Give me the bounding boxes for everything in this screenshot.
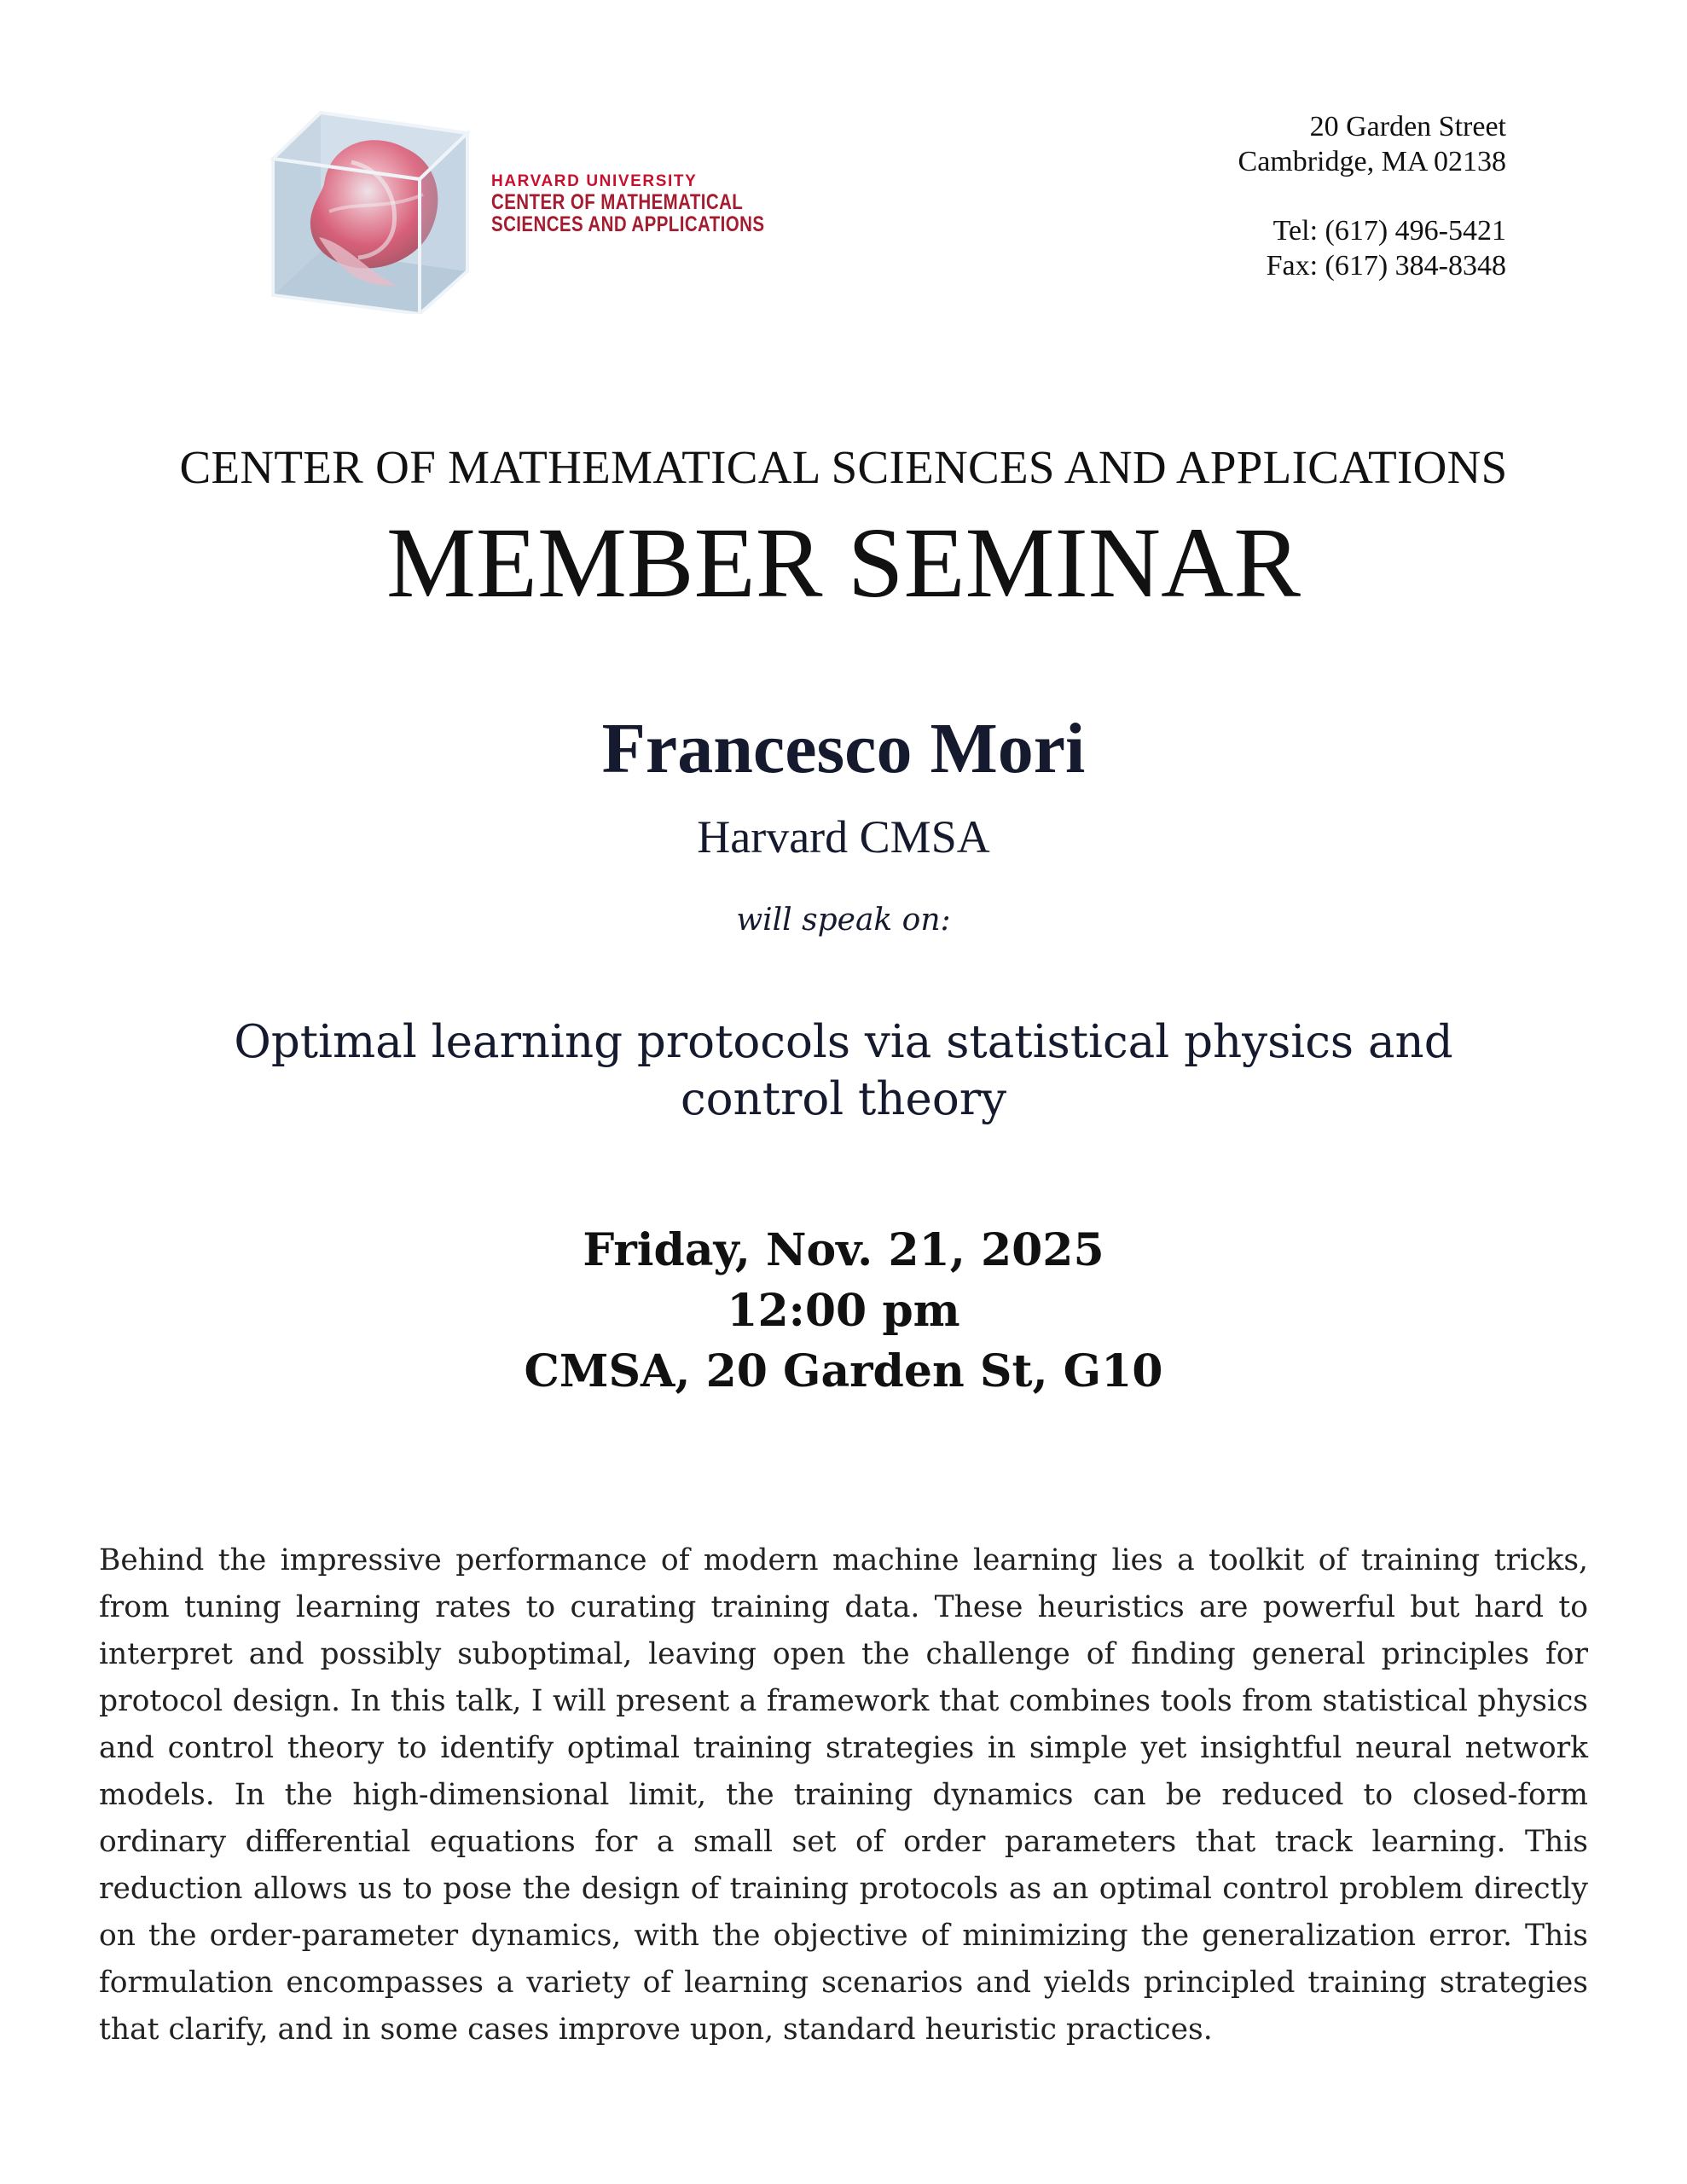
address-tel: Tel: (617) 496-5421 [1272,215,1506,247]
cmsa-cube-icon [270,109,474,314]
logo-line-center: CENTER OF MATHEMATICAL [491,190,744,214]
talk-location: CMSA, 20 Garden St, G10 [524,1345,1163,1397]
speaker-name: Francesco Mori [601,709,1086,788]
schedule-block [0,1220,1687,1402]
address-city: Cambridge, MA 02138 [1238,146,1506,177]
talk-title: Optimal learning protocols via statistical physics and control theory [234,1016,1453,1125]
logo-line-university: HARVARD UNIVERSITY [491,172,698,190]
logo-wordmark [491,172,825,235]
event-type-title: MEMBER SEMINAR [386,507,1301,619]
address-street: 20 Garden Street [1309,111,1506,142]
center-name-heading: CENTER OF MATHEMATICAL SCIENCES AND APPLICATIONS [179,441,1508,493]
speaker-intro: will speak on: [736,903,951,938]
speaker-affiliation: Harvard CMSA [697,811,990,863]
address-fax: Fax: (617) 384-8348 [1266,250,1506,282]
talk-time: 12:00 pm [727,1285,960,1337]
logo-line-sciences: SCIENCES AND APPLICATIONS [491,212,765,236]
talk-abstract: Behind the impressive performance of modern machine learning lies a toolkit of training tricks, from tuning learning rates to curating training data. These heuristics are powerful but hard to interpret and possibly suboptimal, leaving open the challenge of finding general principles for protocol design. In this talk, I will present a framework that combines tools from statistical physics and control theory to identify optimal training strategies in simple yet insightful neural network models. In the high-dimensional limit, the training dynamics can be reduced to closed-form ordinary differential equations for a small set of order parameters that track learning. This reduction allows us to pose the design of training protocols as an optimal control problem directly on the order-parameter dynamics, with the objective of minimizing the generalization error. This formulation encompasses a variety of learning scenarios and yields principled training strategies that clarify, and in some cases improve upon, standard heuristic practices. [99,1543,1588,2047]
cmsa-logo [270,109,764,314]
address-block [1238,109,1506,283]
talk-date: Friday, Nov. 21, 2025 [583,1224,1104,1276]
